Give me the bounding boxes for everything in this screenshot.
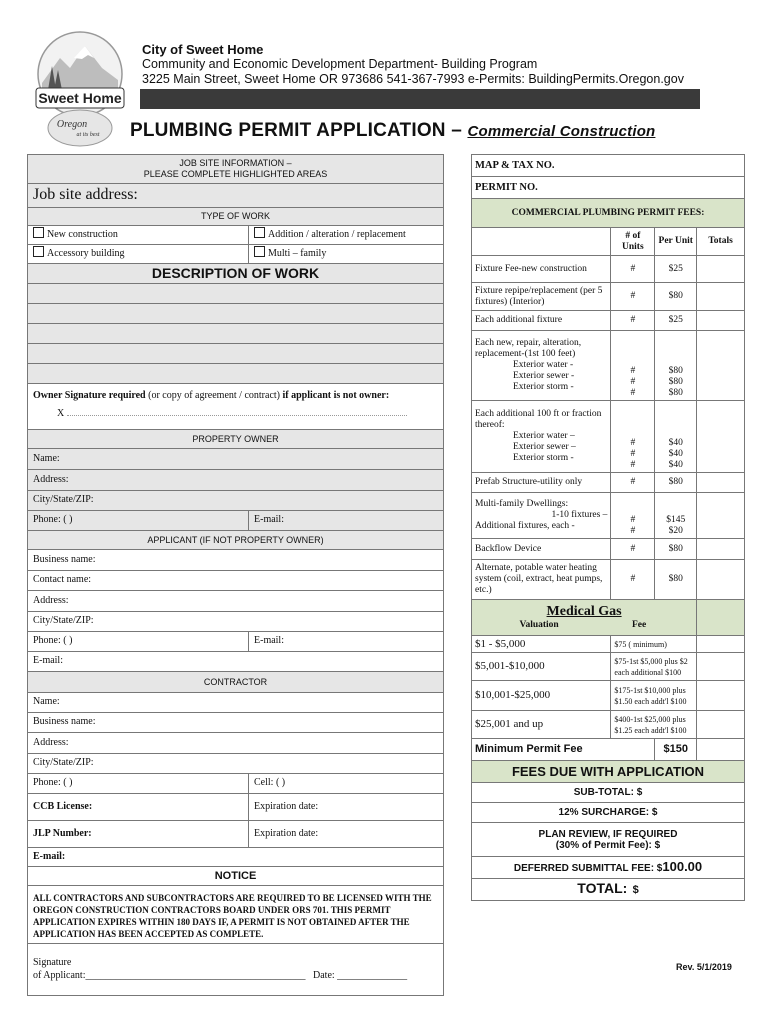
- fee-per: $80: [655, 283, 697, 311]
- applicant-business-field[interactable]: [27, 550, 444, 571]
- total-sign: $: [632, 884, 639, 896]
- gas-fee: $75-1st $5,000 plus $2 each additional $100: [611, 653, 697, 681]
- fee-row-multi: [472, 493, 745, 539]
- owner-sig-x: X: [57, 408, 65, 419]
- contractor-cell-field[interactable]: [248, 774, 285, 793]
- each-new-per: $80 $80 $80: [655, 331, 697, 401]
- contractor-phone-label[interactable]: Phone: ( ): [33, 777, 73, 788]
- contractor-ccb-row: [27, 794, 444, 821]
- owner-email-field[interactable]: [248, 511, 284, 530]
- applicant-header: APPLICANT (IF NOT PROPERTY OWNER): [27, 531, 444, 550]
- accessory-label: Accessory building: [47, 248, 125, 259]
- contractor-email-field[interactable]: [27, 848, 444, 867]
- gas-row: [472, 711, 745, 739]
- gas-fee: $75 ( minimum): [611, 636, 697, 653]
- addition-checkbox[interactable]: [254, 227, 265, 238]
- owner-name-field[interactable]: [27, 449, 444, 470]
- ext-sewer2-label: Exterior sewer –: [513, 442, 576, 452]
- fee-row: [472, 283, 745, 311]
- fee-desc: Fixture repipe/replacement (per 5 fixtures) (Interior): [472, 283, 611, 311]
- applicant-address-label: Address:: [33, 595, 69, 606]
- alternate-per: $80: [655, 560, 697, 600]
- medical-gas-header: [472, 600, 745, 636]
- multi-total[interactable]: [697, 493, 745, 539]
- backflow-units[interactable]: #: [611, 539, 655, 560]
- minimum-fee-total: [697, 739, 745, 761]
- description-line-4[interactable]: [27, 344, 444, 364]
- contractor-cell-label: Cell: ( ): [254, 777, 286, 788]
- fees-due-header: FEES DUE WITH APPLICATION: [472, 761, 745, 783]
- ext-water2-label: Exterior water –: [513, 431, 575, 441]
- owner-name-label: Name:: [33, 453, 60, 464]
- ext-storm-label: Exterior storm -: [513, 382, 574, 392]
- ext-sewer-label: Exterior sewer -: [513, 371, 575, 381]
- jlp-number-label[interactable]: JLP Number:: [33, 828, 92, 839]
- owner-email-label: E-mail:: [254, 514, 284, 525]
- contractor-city-label: City/State/ZIP:: [33, 757, 94, 768]
- organization-info: [142, 42, 684, 87]
- ext-water-label: Exterior water -: [513, 360, 574, 370]
- contractor-jlp-row: [27, 821, 444, 848]
- owner-phone-label[interactable]: Phone: ( ): [33, 514, 73, 525]
- prefab-units[interactable]: #: [611, 473, 655, 493]
- description-line-2[interactable]: [27, 304, 444, 324]
- fee-units[interactable]: #: [611, 311, 655, 331]
- job-site-address-field[interactable]: [27, 184, 444, 208]
- header-bar: [140, 89, 700, 109]
- fee-desc: Fixture Fee-new construction: [472, 256, 611, 283]
- gas-valuation: $1 - $5,000: [472, 636, 611, 653]
- medical-gas-total-blank: [697, 600, 745, 636]
- map-tax-field[interactable]: [472, 155, 745, 177]
- gas-valuation: $10,001-$25,000: [472, 681, 611, 711]
- department-name: Community and Economic Development Department- Building Program: [142, 57, 538, 71]
- total-label: TOTAL:: [577, 880, 628, 896]
- contractor-email-label: E-mail:: [33, 851, 66, 862]
- multi-per: $145 $20: [655, 493, 697, 539]
- multi-desc: Multi-family Dwellings:: [475, 499, 569, 509]
- multi-family-label: Multi – family: [268, 248, 327, 259]
- multi-units[interactable]: # #: [611, 493, 655, 539]
- gas-total[interactable]: [697, 681, 745, 711]
- permit-no-field[interactable]: [472, 177, 745, 199]
- surcharge-field[interactable]: 12% SURCHARGE: $: [472, 803, 745, 823]
- owner-sig-label-mid: (or copy of agreement / contract): [145, 390, 283, 401]
- addition-option: [248, 226, 406, 244]
- applicant-contact-field[interactable]: [27, 571, 444, 591]
- owner-city-field[interactable]: [27, 491, 444, 511]
- work-type-row-1: [27, 226, 444, 245]
- fee-units[interactable]: #: [611, 283, 655, 311]
- fees-panel: [471, 154, 745, 901]
- units-header: # of Units: [611, 228, 655, 256]
- contractor-name-label: Name:: [33, 696, 60, 707]
- applicant-city-label: City/State/ZIP:: [33, 615, 94, 626]
- gas-row: [472, 653, 745, 681]
- applicant-email-field[interactable]: [27, 652, 444, 672]
- minimum-fee-value: $150: [655, 739, 697, 761]
- signature-of-applicant-label: of Applicant:____________________________________________: [33, 970, 306, 981]
- fee-per: $25: [655, 311, 697, 331]
- prefab-desc: Prefab Structure-utility only: [472, 473, 611, 493]
- each-new-total[interactable]: [697, 331, 745, 401]
- contractor-phone-row: [27, 774, 444, 794]
- new-construction-label: New construction: [47, 229, 118, 240]
- fee-units[interactable]: #: [611, 256, 655, 283]
- valuation-label: Valuation: [519, 620, 559, 630]
- notice-header: NOTICE: [27, 867, 444, 886]
- fee-row-prefab: [472, 473, 745, 493]
- city-name: City of Sweet Home: [142, 42, 264, 57]
- contractor-header: CONTRACTOR: [27, 672, 444, 693]
- ext-storm2-label: Exterior storm -: [513, 453, 574, 463]
- fee-desc: Each additional fixture: [472, 311, 611, 331]
- owner-sig-label: Owner Signature required: [33, 390, 146, 401]
- revision-date: Rev. 5/1/2019: [676, 962, 732, 972]
- contractor-address-label: Address:: [33, 737, 69, 748]
- gas-valuation: $25,001 and up: [472, 711, 611, 739]
- fee-row-alternate: [472, 560, 745, 600]
- owner-sig-label-end: if applicant is not owner:: [282, 390, 390, 401]
- fees-header-blank: [472, 228, 611, 256]
- contact-line: 3225 Main Street, Sweet Home OR 973686 541-367-7993 e-Permits: BuildingPermits.Oregon.gov: [142, 72, 684, 86]
- deferred-fee-label: DEFERRED SUBMITTAL FEE: $: [513, 863, 663, 874]
- job-site-header-line2: PLEASE COMPLETE HIGHLIGHTED AREAS: [143, 169, 328, 179]
- owner-city-label: City/State/ZIP:: [33, 494, 94, 505]
- deferred-fee-field[interactable]: [472, 857, 745, 879]
- addition-label: Addition / alteration / replacement: [268, 229, 406, 240]
- applicant-email-right[interactable]: [248, 632, 284, 651]
- prefab-total[interactable]: [697, 473, 745, 493]
- applicant-address-field[interactable]: [27, 591, 444, 612]
- description-header: DESCRIPTION OF WORK: [27, 264, 444, 284]
- minimum-fee-label: Minimum Permit Fee: [472, 739, 655, 761]
- deferred-fee-value: 100.00: [662, 859, 703, 874]
- owner-sig-line: [33, 407, 443, 421]
- medical-gas-title: Medical Gas: [546, 604, 622, 619]
- gas-fee: $175-1st $10,000 plus $1.50 each addt'l $100: [611, 681, 697, 711]
- applicant-email-label: E-mail:: [33, 655, 63, 666]
- each-add-per: $40 $40 $40: [655, 401, 697, 473]
- description-line-1[interactable]: [27, 284, 444, 304]
- alternate-total[interactable]: [697, 560, 745, 600]
- type-of-work-header: TYPE OF WORK: [27, 208, 444, 226]
- backflow-desc: Backflow Device: [472, 539, 611, 560]
- applicant-phone-label[interactable]: Phone: ( ): [33, 635, 73, 646]
- multi-family-option: [248, 245, 326, 263]
- description-line-5[interactable]: [27, 364, 444, 384]
- applicant-contact-label: Contact name:: [33, 574, 92, 585]
- gas-row: [472, 681, 745, 711]
- owner-signature-field[interactable]: [27, 384, 444, 430]
- alternate-units[interactable]: #: [611, 560, 655, 600]
- applicant-signature-field[interactable]: [27, 944, 444, 996]
- gas-total[interactable]: [697, 653, 745, 681]
- fee-row: [472, 256, 745, 283]
- notice-text: ALL CONTRACTORS AND SUBCONTRACTORS ARE REQUIRED TO BE LICENSED WITH THE OREGON CONSTRUCTION CONTRACTORS BOARD UNDER ORS 701. THIS PERMIT APPLICATION EXPIRES WITHIN 180 DAYS IF, A PERMIT IS NOT OBTAINED AFTER THE APPLICATION HAS BEEN ACCEPTED AS COMPLETE.: [27, 886, 444, 944]
- fee-label: Fee: [631, 620, 647, 630]
- minimum-fee-row: [472, 739, 745, 761]
- each-add-desc: Each additional 100 ft or fraction thereof:: [475, 409, 602, 430]
- jlp-expiration-label: Expiration date:: [254, 828, 319, 839]
- svg-text:Sweet Home: Sweet Home: [38, 90, 122, 106]
- gas-row: [472, 636, 745, 653]
- applicant-email-right-label: E-mail:: [254, 635, 284, 646]
- each-new-desc: Each new, repair, alteration, replacement-(1st 100 feet): [475, 338, 582, 359]
- each-add-total[interactable]: [697, 401, 745, 473]
- fee-total[interactable]: [697, 283, 745, 311]
- contractor-business-label: Business name:: [33, 716, 96, 727]
- job-site-header-line1: JOB SITE INFORMATION –: [179, 158, 292, 168]
- signature-label: Signature: [33, 957, 72, 968]
- ccb-license-label[interactable]: CCB License:: [33, 801, 93, 812]
- per-unit-header: Per Unit: [655, 228, 697, 256]
- job-site-header: [27, 154, 444, 184]
- backflow-per: $80: [655, 539, 697, 560]
- owner-address-field[interactable]: [27, 470, 444, 491]
- contractor-city-field[interactable]: [27, 754, 444, 774]
- fee-row-backflow: [472, 539, 745, 560]
- multi-family-checkbox[interactable]: [254, 246, 265, 257]
- fees-section-title: COMMERCIAL PLUMBING PERMIT FEES:: [472, 199, 745, 228]
- contractor-business-field[interactable]: [27, 713, 444, 733]
- accessory-checkbox[interactable]: [33, 246, 44, 257]
- ccb-expiration-field[interactable]: [248, 794, 318, 820]
- owner-phone-row: [27, 511, 444, 531]
- fee-row-each-additional: [472, 401, 745, 473]
- map-tax-label: MAP & TAX NO.: [475, 160, 555, 171]
- new-construction-checkbox[interactable]: [33, 227, 44, 238]
- each-new-units[interactable]: # # #: [611, 331, 655, 401]
- backflow-total[interactable]: [697, 539, 745, 560]
- total-field[interactable]: [472, 879, 745, 901]
- contractor-address-field[interactable]: [27, 733, 444, 754]
- city-logo: [30, 28, 130, 150]
- multi-1-10-label: 1-10 fixtures –: [551, 510, 608, 520]
- application-form: [27, 154, 444, 996]
- owner-address-label: Address:: [33, 474, 69, 485]
- plan-review-line1: PLAN REVIEW, IF REQUIRED: [538, 828, 678, 840]
- permit-no-label: PERMIT NO.: [475, 182, 538, 193]
- applicant-business-label: Business name:: [33, 554, 96, 565]
- plan-review-field[interactable]: [472, 823, 745, 857]
- fee-per: $25: [655, 256, 697, 283]
- title-sub: Commercial Construction: [467, 123, 656, 140]
- subtotal-field[interactable]: SUB-TOTAL: $: [472, 783, 745, 803]
- gas-fee: $400-1st $25,000 plus $1.25 each addt'l $100: [611, 711, 697, 739]
- fee-row-each-new: [472, 331, 745, 401]
- alternate-desc: Alternate, potable water heating system (coil, extract, heat pumps, etc.): [472, 560, 611, 600]
- property-owner-header: PROPERTY OWNER: [27, 430, 444, 449]
- applicant-phone-row: [27, 632, 444, 652]
- title-main: PLUMBING PERMIT APPLICATION –: [130, 120, 468, 141]
- gas-total[interactable]: [697, 636, 745, 653]
- fee-total[interactable]: [697, 311, 745, 331]
- description-line-3[interactable]: [27, 324, 444, 344]
- multi-add-label: Additional fixtures, each -: [475, 521, 575, 531]
- gas-valuation: $5,001-$10,000: [472, 653, 611, 681]
- page-title: [130, 120, 655, 142]
- fee-row: [472, 311, 745, 331]
- fees-table: [471, 154, 745, 901]
- gas-total[interactable]: [697, 711, 745, 739]
- prefab-per: $80: [655, 473, 697, 493]
- jlp-expiration-field[interactable]: [248, 821, 318, 847]
- totals-header: Totals: [697, 228, 745, 256]
- svg-text:at its best: at its best: [76, 132, 100, 138]
- each-add-units[interactable]: # # #: [611, 401, 655, 473]
- contractor-name-field[interactable]: [27, 693, 444, 713]
- work-type-row-2: [27, 245, 444, 264]
- signature-date-label: Date: ______________: [313, 970, 408, 981]
- svg-text:Oregon: Oregon: [56, 119, 88, 130]
- fee-total[interactable]: [697, 256, 745, 283]
- plan-review-line2: (30% of Permit Fee): $: [555, 839, 661, 851]
- ccb-expiration-label: Expiration date:: [254, 801, 319, 812]
- applicant-city-field[interactable]: [27, 612, 444, 632]
- job-site-address-label: Job site address:: [33, 186, 138, 203]
